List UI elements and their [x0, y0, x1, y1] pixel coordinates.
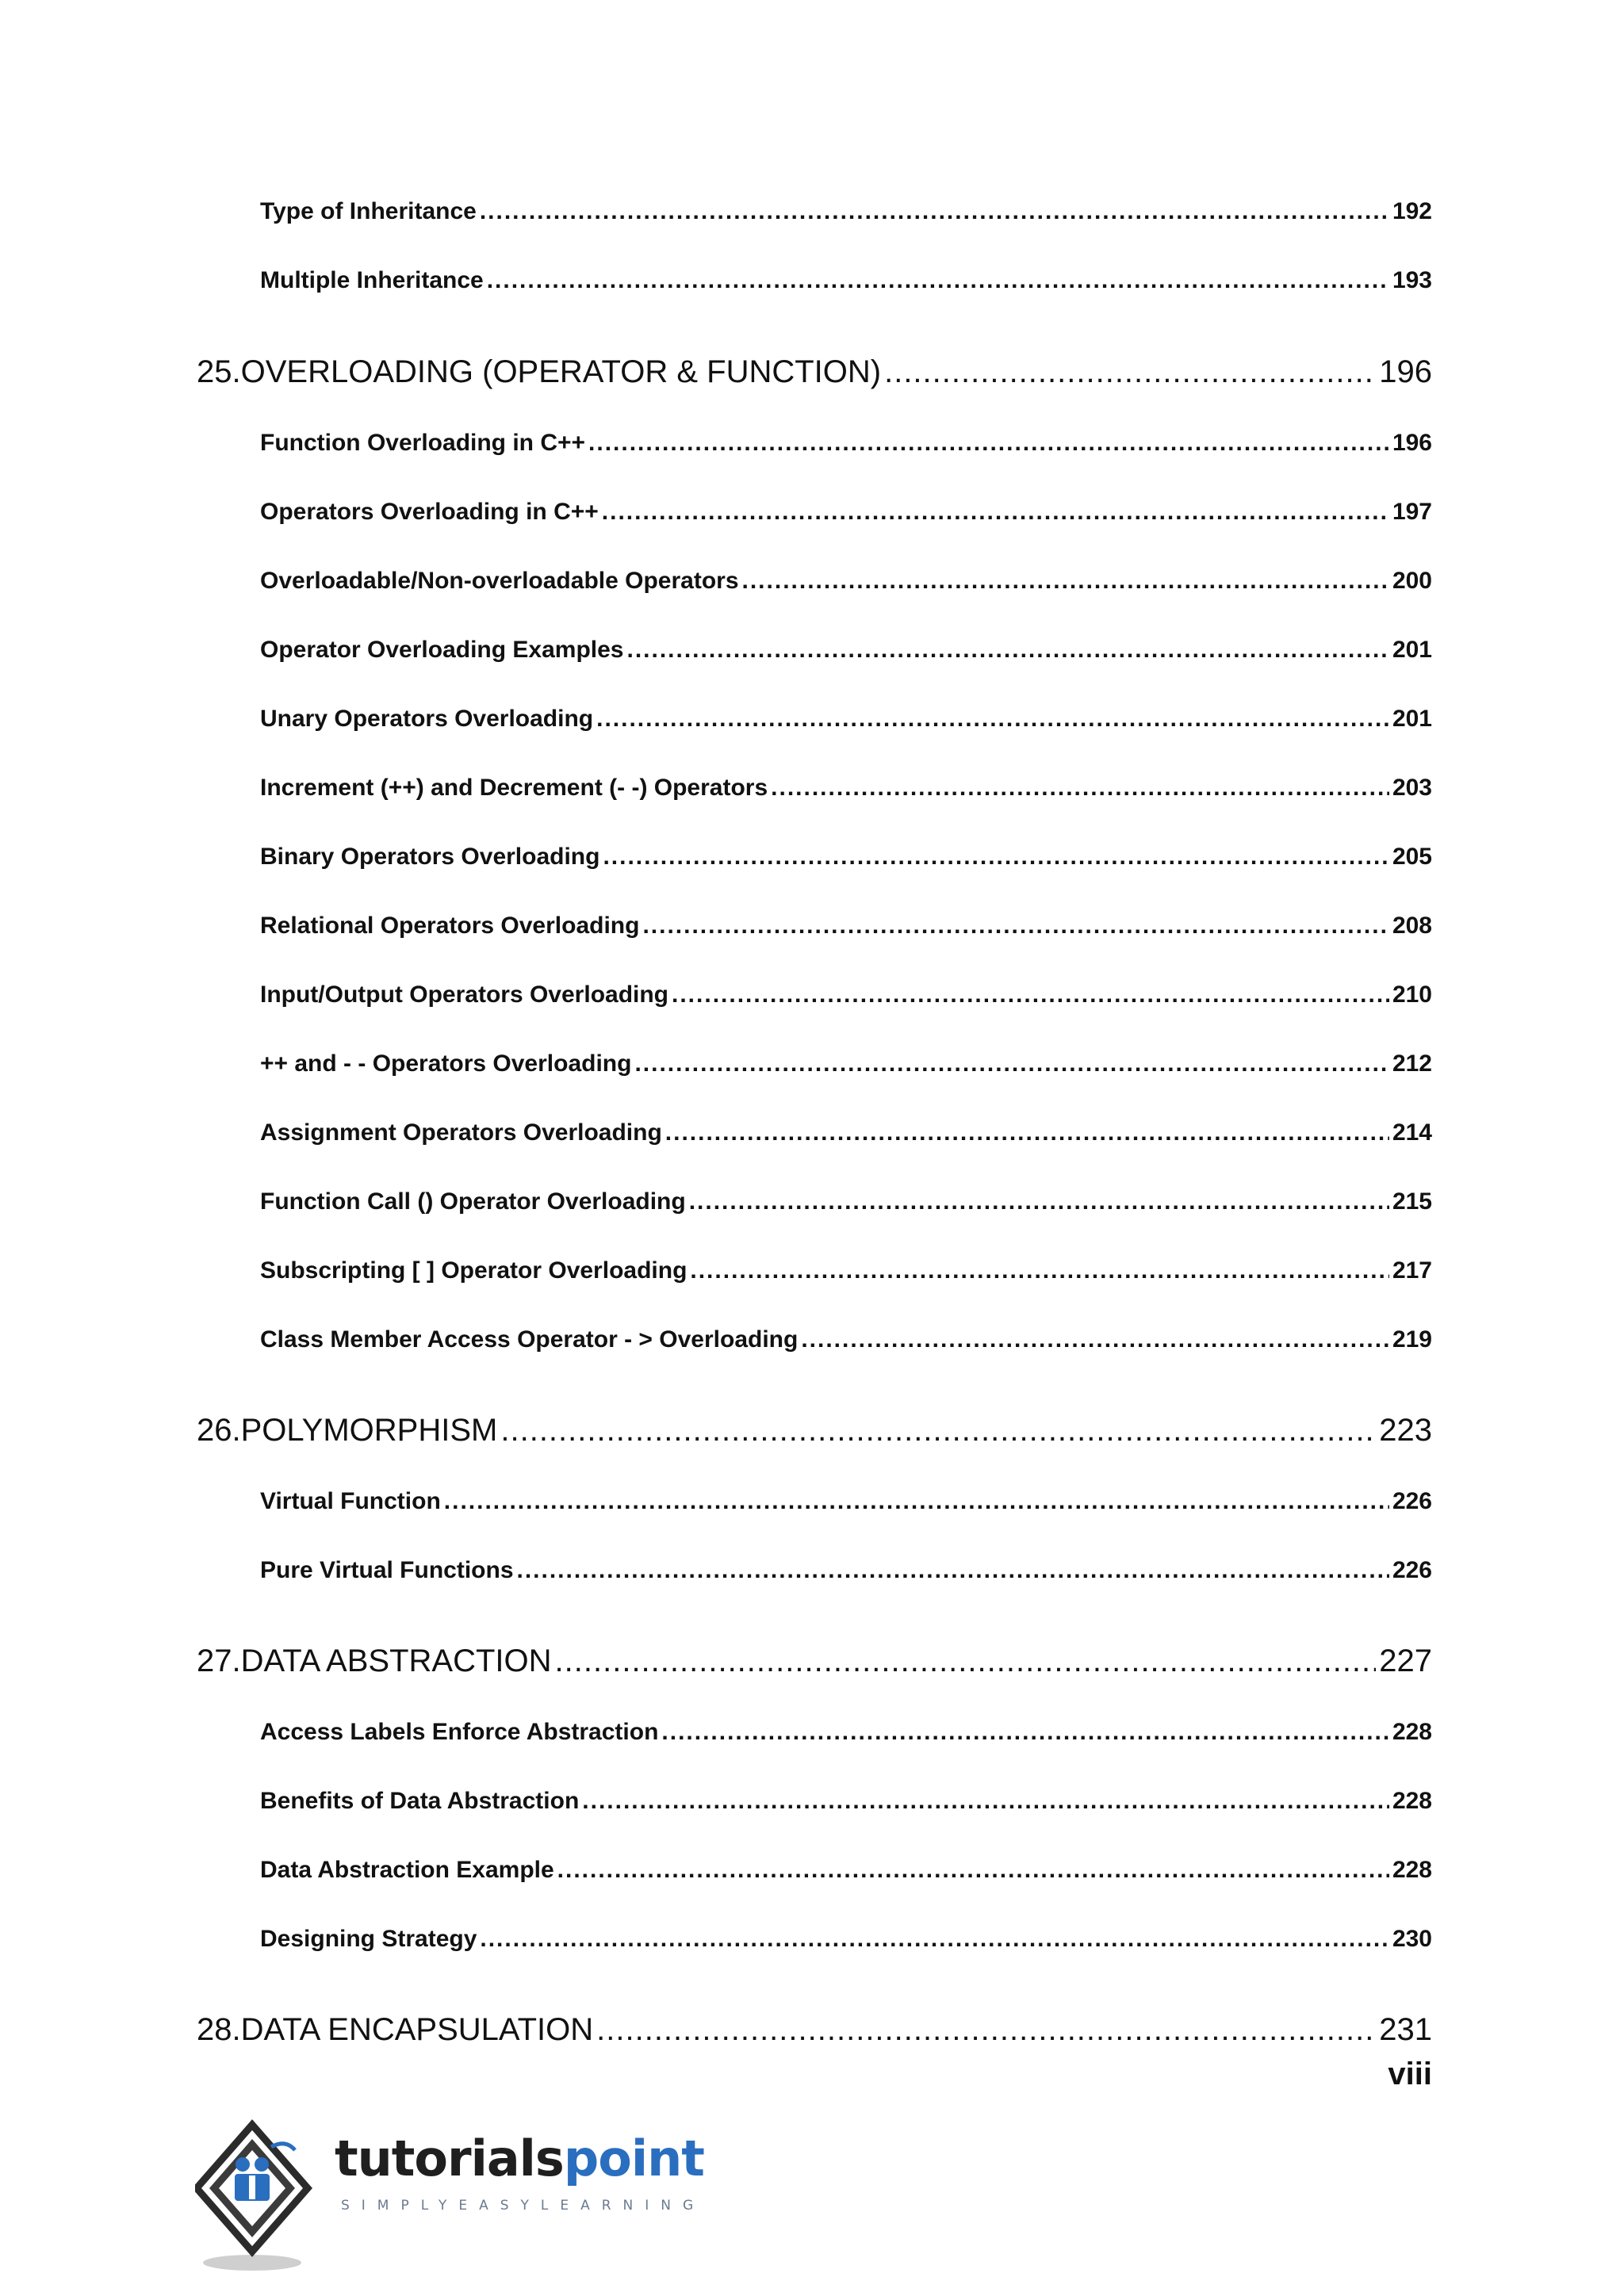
toc-entry-page: 217	[1392, 1257, 1432, 1284]
logo-wordmark: tutorialspoint	[335, 2130, 704, 2187]
toc-entry[interactable]	[260, 1557, 1432, 1584]
toc-entry-title: Input/Output Operators Overloading	[260, 982, 669, 1008]
leader-dots	[602, 499, 1389, 526]
toc-entry[interactable]	[260, 1719, 1432, 1746]
toc-entry-page: 230	[1392, 1926, 1432, 1952]
toc-entry[interactable]	[260, 706, 1432, 733]
leader-dots	[487, 267, 1389, 294]
leader-dots	[480, 198, 1389, 225]
toc-entry[interactable]	[260, 982, 1432, 1008]
toc-entry-title: Assignment Operators Overloading	[260, 1119, 662, 1146]
toc-entry[interactable]	[260, 198, 1432, 225]
toc-entry[interactable]	[260, 844, 1432, 871]
leader-dots	[626, 637, 1388, 664]
leader-dots	[690, 1257, 1389, 1284]
toc-entry[interactable]	[260, 1926, 1432, 1953]
toc-entry-page: 208	[1392, 913, 1432, 939]
toc-entry[interactable]	[260, 1857, 1432, 1884]
toc-entry-page: 219	[1392, 1326, 1432, 1353]
logo-diamond-icon	[195, 2118, 338, 2277]
leader-dots	[771, 775, 1389, 802]
leader-dots	[517, 1557, 1389, 1584]
leader-dots	[596, 2012, 1376, 2048]
leader-dots	[742, 568, 1389, 595]
leader-dots	[801, 1326, 1389, 1353]
leader-dots	[634, 1050, 1388, 1077]
toc-entry-title: ++ and - - Operators Overloading	[260, 1050, 632, 1077]
toc-chapter-number: 25.	[197, 354, 241, 389]
toc-entry-page: 192	[1392, 198, 1432, 224]
toc-chapter[interactable]	[197, 354, 1432, 390]
toc-chapter-page: 231	[1379, 2012, 1432, 2047]
toc-entry-title: Access Labels Enforce Abstraction	[260, 1719, 659, 1745]
toc-entry-title: Unary Operators Overloading	[260, 706, 594, 732]
toc-chapter-number: 27.	[197, 1644, 241, 1678]
toc-entry-title: Data Abstraction Example	[260, 1857, 554, 1883]
leader-dots	[603, 844, 1388, 871]
leader-dots	[444, 1488, 1389, 1515]
toc-entry-title: Increment (++) and Decrement (- -) Operators	[260, 775, 768, 801]
toc-entry-page: 200	[1392, 568, 1432, 594]
toc-chapter[interactable]	[197, 2012, 1432, 2048]
toc-entry-page: 203	[1392, 775, 1432, 801]
toc-chapter-number: 26.	[197, 1413, 241, 1448]
toc-entry-page: 212	[1392, 1050, 1432, 1077]
tutorialspoint-logo	[195, 2118, 706, 2277]
leader-dots	[884, 354, 1376, 390]
toc-entry[interactable]	[260, 1188, 1432, 1215]
toc-entry-page: 214	[1392, 1119, 1432, 1146]
toc-entry[interactable]	[260, 499, 1432, 526]
logo-tagline: SIMPLYEASYLEARNING	[341, 2198, 706, 2214]
toc-entry-title: Class Member Access Operator - > Overloading	[260, 1326, 799, 1353]
leader-dots	[661, 1719, 1389, 1746]
toc-entry-page: 197	[1392, 499, 1432, 525]
toc-entry-page: 196	[1392, 430, 1432, 456]
leader-dots	[642, 913, 1388, 939]
toc-entry[interactable]	[260, 1050, 1432, 1077]
toc-entry-title: Binary Operators Overloading	[260, 844, 600, 870]
toc-entry[interactable]	[260, 1326, 1432, 1353]
toc-entry-page: 228	[1392, 1719, 1432, 1745]
toc-entry-page: 193	[1392, 267, 1432, 293]
toc-entry-title: Pure Virtual Functions	[260, 1557, 514, 1583]
toc-entry-page: 210	[1392, 982, 1432, 1008]
leader-dots	[555, 1644, 1377, 1679]
toc-entry[interactable]	[260, 637, 1432, 664]
toc-entry-title: Multiple Inheritance	[260, 267, 484, 293]
toc-entry-title: Function Call () Operator Overloading	[260, 1188, 686, 1215]
toc-entry-title: Overloadable/Non-overloadable Operators	[260, 568, 739, 594]
toc-entry-title: Virtual Function	[260, 1488, 441, 1514]
leader-dots	[672, 982, 1389, 1008]
toc-entry[interactable]	[260, 1488, 1432, 1515]
toc-chapter[interactable]	[197, 1413, 1432, 1448]
toc-chapter-title: OVERLOADING (OPERATOR & FUNCTION)	[240, 354, 882, 389]
leader-dots	[665, 1119, 1389, 1146]
toc-entry[interactable]	[260, 775, 1432, 802]
toc-entry-title: Type of Inheritance	[260, 198, 477, 224]
toc-entry[interactable]	[260, 1119, 1432, 1146]
toc-entry[interactable]	[260, 913, 1432, 939]
leader-dots	[588, 430, 1389, 457]
toc-entry-title: Designing Strategy	[260, 1926, 477, 1952]
toc-chapter[interactable]	[197, 1644, 1432, 1679]
leader-dots	[689, 1188, 1389, 1215]
leader-dots	[596, 706, 1389, 733]
toc-chapter-title: POLYMORPHISM	[240, 1413, 498, 1448]
toc-entry[interactable]	[260, 267, 1432, 294]
toc-entry-title: Operator Overloading Examples	[260, 637, 624, 663]
toc-entry[interactable]	[260, 1788, 1432, 1815]
leader-dots	[582, 1788, 1389, 1815]
toc-chapter-page: 223	[1379, 1413, 1432, 1448]
toc-chapter-page: 227	[1379, 1644, 1432, 1678]
toc-entry[interactable]	[260, 568, 1432, 595]
toc-entry-page: 228	[1392, 1857, 1432, 1883]
leader-dots	[500, 1413, 1376, 1448]
toc-entry[interactable]	[260, 1257, 1432, 1284]
toc-entry-page: 201	[1392, 637, 1432, 663]
toc-entry-page: 226	[1392, 1557, 1432, 1583]
toc-chapter-page: 196	[1379, 354, 1432, 389]
toc-entry-title: Relational Operators Overloading	[260, 913, 640, 939]
toc-entry[interactable]	[260, 430, 1432, 457]
toc-entry-title: Benefits of Data Abstraction	[260, 1788, 580, 1814]
toc-entry-title: Subscripting [ ] Operator Overloading	[260, 1257, 688, 1284]
toc-entry-page: 215	[1392, 1188, 1432, 1215]
leader-dots	[557, 1857, 1389, 1884]
leader-dots	[480, 1926, 1389, 1953]
toc-entry-title: Operators Overloading in C++	[260, 499, 599, 525]
page-number: viii	[1388, 2057, 1432, 2091]
toc-chapter-title: DATA ABSTRACTION	[240, 1644, 552, 1678]
toc-entry-title: Function Overloading in C++	[260, 430, 586, 456]
toc-entry-page: 205	[1392, 844, 1432, 870]
toc-chapter-number: 28.	[197, 2012, 241, 2047]
toc-entry-page: 228	[1392, 1788, 1432, 1814]
toc-chapter-title: DATA ENCAPSULATION	[240, 2012, 594, 2047]
toc-entry-page: 226	[1392, 1488, 1432, 1514]
toc-entry-page: 201	[1392, 706, 1432, 732]
